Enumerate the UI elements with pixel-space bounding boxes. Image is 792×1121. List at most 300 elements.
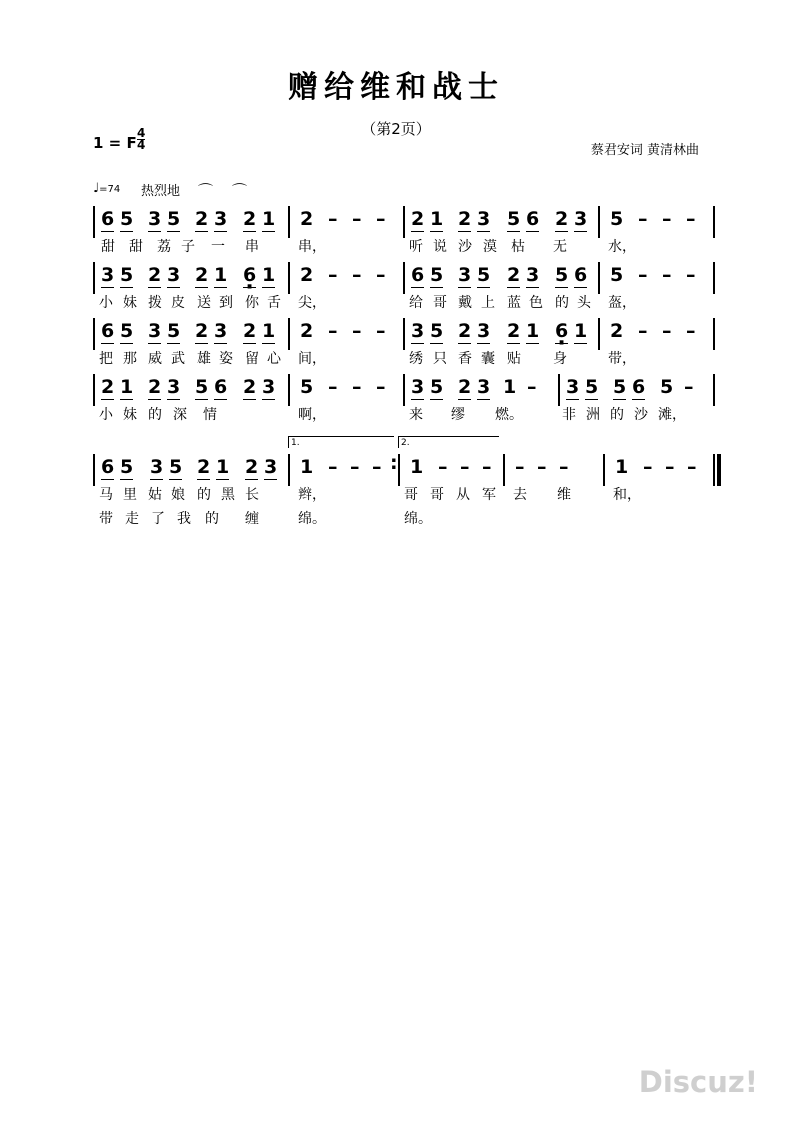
barline	[288, 206, 290, 238]
measure	[603, 452, 713, 506]
note: 6	[101, 320, 115, 342]
note: 2	[243, 376, 257, 398]
barline	[403, 262, 405, 294]
note: 2	[195, 208, 209, 230]
note: 5	[613, 376, 627, 398]
measure	[503, 452, 603, 506]
lyric-syllable: 我	[177, 511, 191, 527]
note-extender-dash: –	[527, 376, 537, 398]
barline	[288, 454, 290, 486]
note-extender-dash: –	[684, 376, 694, 398]
note: 3	[167, 264, 181, 286]
lyric-syllable: 威	[148, 351, 162, 367]
staff-row	[93, 372, 713, 426]
page-title: 赠给维和战士	[288, 70, 504, 105]
measure-notes	[598, 260, 713, 290]
note: 5	[585, 376, 599, 398]
note-extender-dash: –	[638, 264, 648, 286]
barline	[93, 206, 95, 238]
measure	[93, 260, 288, 314]
lyric-line-1	[288, 234, 403, 258]
lyric-syllable: 姑	[148, 487, 162, 503]
lyric-syllable: 绵。	[404, 511, 432, 527]
note-extender-dash: –	[376, 320, 386, 342]
measure-notes	[288, 260, 403, 290]
volta-bracket: 2.	[398, 436, 499, 448]
lyric-syllable: 绣	[409, 351, 423, 367]
measure	[398, 438, 503, 527]
note: 1	[503, 376, 517, 398]
note: 3	[148, 208, 162, 230]
lyric-syllable: 非	[562, 407, 576, 423]
lyric-line-1	[598, 234, 713, 258]
staff-row	[93, 316, 713, 370]
lyric-syllable: 妹	[123, 295, 137, 311]
lyric-line-2	[288, 506, 398, 530]
note: 2	[243, 320, 257, 342]
measure-notes	[403, 372, 558, 402]
note: 5	[120, 208, 134, 230]
note-extender-dash: –	[687, 456, 697, 478]
note: 2	[458, 376, 472, 398]
lyric-syllable: 维	[557, 487, 571, 503]
note: 5	[430, 320, 444, 342]
note-extender-dash: –	[328, 456, 338, 478]
measure-notes	[398, 452, 503, 482]
note: 3	[262, 376, 276, 398]
measure-notes	[93, 316, 288, 346]
lyric-syllable: 的	[205, 511, 219, 527]
lyric-line-1	[558, 402, 713, 426]
note: 5	[610, 208, 624, 230]
lyric-syllable: 来	[409, 407, 423, 423]
note: 1	[262, 208, 276, 230]
lyric-syllable: 说	[433, 239, 447, 255]
lyric-syllable: 戴	[458, 295, 472, 311]
time-signature	[137, 128, 145, 151]
note-extender-dash: –	[438, 456, 448, 478]
note: 3	[264, 456, 278, 478]
lyric-syllable: 听	[409, 239, 423, 255]
note: 3	[477, 208, 491, 230]
note-extender-dash: –	[352, 264, 362, 286]
note: 5	[120, 320, 134, 342]
barline	[713, 318, 715, 350]
measure	[403, 372, 558, 426]
note: 2	[245, 456, 259, 478]
staff-row	[93, 204, 713, 258]
note: 5	[430, 376, 444, 398]
lyric-line-1	[403, 290, 598, 314]
note: 5	[167, 208, 181, 230]
measure-notes	[403, 204, 598, 234]
note: 3	[214, 208, 228, 230]
note: 2	[300, 264, 314, 286]
measure	[288, 438, 398, 527]
note: 5	[555, 264, 569, 286]
lyric-syllable: 军	[482, 487, 496, 503]
measure	[403, 260, 598, 314]
note: 2	[610, 320, 624, 342]
lyric-syllable: 串	[245, 239, 259, 255]
key-signature: 1 = F	[93, 134, 137, 152]
note-extender-dash: –	[328, 376, 338, 398]
lyric-syllable: 去	[513, 487, 527, 503]
tempo-marking	[93, 181, 120, 196]
note: 1	[214, 264, 228, 286]
measure	[288, 204, 403, 258]
note: 2	[243, 208, 257, 230]
measure-notes	[558, 372, 713, 402]
lyric-syllable: 的	[555, 295, 569, 311]
barline	[603, 454, 605, 486]
lyric-line-1	[93, 346, 288, 370]
barline	[598, 318, 600, 350]
lyricist-composer-credit: 蔡君安词 黄清林曲	[590, 143, 699, 158]
note: 3	[101, 264, 115, 286]
barline	[503, 454, 505, 486]
measure	[93, 316, 288, 370]
lyric-syllable: 绵。	[298, 511, 326, 527]
note-extender-dash: –	[662, 264, 672, 286]
note-extender-dash: –	[372, 456, 382, 478]
barline	[598, 206, 600, 238]
note: 1	[430, 208, 444, 230]
note: 3	[411, 376, 425, 398]
lyric-syllable: 哥	[430, 487, 444, 503]
note: 5	[507, 208, 521, 230]
note: 6	[632, 376, 646, 398]
note: 2	[300, 208, 314, 230]
measure-notes	[403, 260, 598, 290]
note: 2	[197, 456, 211, 478]
lyric-syllable: 无	[553, 239, 567, 255]
barline	[288, 262, 290, 294]
note-extender-dash: –	[662, 208, 672, 230]
note: 1	[526, 320, 540, 342]
measure-notes	[503, 452, 603, 482]
note: 5	[169, 456, 183, 478]
lyric-syllable: 洲	[586, 407, 600, 423]
measure	[288, 316, 403, 370]
repeat-dots: :	[390, 452, 398, 474]
watermark: Discuz!	[638, 1065, 758, 1099]
note: 2	[148, 376, 162, 398]
note: 3	[214, 320, 228, 342]
lyric-syllable: 只	[433, 351, 447, 367]
lyric-syllable: 和，	[613, 487, 641, 503]
barline	[558, 374, 560, 406]
note: 1	[120, 376, 134, 398]
note: 5	[610, 264, 624, 286]
lyric-syllable: 哥	[433, 295, 447, 311]
lyric-syllable: 心	[267, 351, 281, 367]
lyric-syllable: 漠	[483, 239, 497, 255]
barline	[93, 374, 95, 406]
lyric-syllable: 雄	[197, 351, 211, 367]
lyric-syllable: 哥	[404, 487, 418, 503]
lyric-syllable: 走	[125, 511, 139, 527]
lyric-syllable: 一	[211, 239, 225, 255]
lyric-line-1	[93, 402, 288, 426]
note: 3	[526, 264, 540, 286]
lyric-line-2	[398, 506, 503, 530]
lyric-syllable: 娘	[171, 487, 185, 503]
time-signature-denominator: 4	[137, 138, 146, 152]
lyric-syllable: 姿	[219, 351, 233, 367]
barline	[93, 318, 95, 350]
lyric-syllable: 情	[203, 407, 217, 423]
note-extender-dash: –	[352, 320, 362, 342]
note: 2	[507, 264, 521, 286]
lyric-syllable: 送	[197, 295, 211, 311]
measure-notes	[288, 452, 398, 482]
lyric-syllable: 留	[245, 351, 259, 367]
note: 1	[216, 456, 230, 478]
note: 1	[262, 320, 276, 342]
lyric-syllable: 滩，	[658, 407, 686, 423]
note: 1	[410, 456, 424, 478]
note: 5	[477, 264, 491, 286]
note: 3	[458, 264, 472, 286]
note: 1	[574, 320, 588, 342]
note: 2	[411, 208, 425, 230]
lyric-syllable: 啊，	[298, 407, 326, 423]
note-extender-dash: –	[643, 456, 653, 478]
barline	[288, 374, 290, 406]
lyric-syllable: 的	[610, 407, 624, 423]
lyric-line-1	[93, 234, 288, 258]
lyric-line-1	[603, 482, 713, 506]
lyric-syllable: 的	[148, 407, 162, 423]
lyric-syllable: 沙	[458, 239, 472, 255]
lyric-syllable: 小	[99, 407, 113, 423]
note: 3	[411, 320, 425, 342]
lyric-syllable: 黑	[221, 487, 235, 503]
lyric-line-1	[93, 290, 288, 314]
lyric-syllable: 水，	[608, 239, 636, 255]
slur-icon: ⌒	[232, 182, 248, 200]
note-extender-dash: –	[350, 456, 360, 478]
note: 5	[167, 320, 181, 342]
time-signature-numerator: 4	[137, 126, 146, 140]
note: 6	[411, 264, 425, 286]
lyric-syllable: 从	[456, 487, 470, 503]
note: 3	[477, 376, 491, 398]
lyric-line-1	[503, 482, 603, 506]
barline	[403, 206, 405, 238]
barline	[93, 454, 95, 486]
note: 6	[214, 376, 228, 398]
lyric-line-2	[93, 506, 288, 530]
note: 6	[574, 264, 588, 286]
tempo-value: =74	[99, 184, 121, 195]
note: 6	[101, 208, 115, 230]
note: 5	[195, 376, 209, 398]
lyric-syllable: 深	[173, 407, 187, 423]
note: 5	[660, 376, 674, 398]
note: 6	[526, 208, 540, 230]
lyric-line-1	[398, 482, 503, 506]
note: 2	[101, 376, 115, 398]
note: 2	[555, 208, 569, 230]
note: 1	[615, 456, 629, 478]
volta-bracket: 1.	[288, 436, 394, 448]
note: 2	[458, 208, 472, 230]
measure	[288, 260, 403, 314]
measure-notes	[288, 372, 403, 402]
lyric-syllable: 马	[99, 487, 113, 503]
lyric-line-1	[288, 290, 403, 314]
measure-notes	[93, 260, 288, 290]
quarter-note-icon: ♩	[93, 181, 100, 196]
lyric-line-1	[288, 482, 398, 506]
measure-notes	[598, 204, 713, 234]
lyric-syllable: 缠	[245, 511, 259, 527]
note-extender-dash: –	[376, 264, 386, 286]
lyric-syllable: 身	[553, 351, 567, 367]
measure	[93, 204, 288, 258]
measure-notes	[603, 452, 713, 482]
barline	[288, 318, 290, 350]
barline	[713, 262, 715, 294]
lyric-syllable: 甜	[101, 239, 115, 255]
note-extender-dash: –	[352, 376, 362, 398]
lyric-line-1	[403, 346, 598, 370]
measure-notes	[403, 316, 598, 346]
note-extender-dash: –	[328, 264, 338, 286]
measure	[598, 260, 713, 314]
lyric-syllable: 武	[171, 351, 185, 367]
lyric-syllable: 尖，	[298, 295, 326, 311]
lyric-syllable: 间，	[298, 351, 326, 367]
note-extender-dash: –	[665, 456, 675, 478]
note: 6	[101, 456, 115, 478]
measure-notes	[93, 204, 288, 234]
measure	[558, 372, 713, 426]
lyric-syllable: 到	[219, 295, 233, 311]
lyric-syllable: 子	[181, 239, 195, 255]
note: 2	[458, 320, 472, 342]
lyric-syllable: 你	[245, 295, 259, 311]
lyric-syllable: 囊	[481, 351, 495, 367]
lyric-syllable: 甜	[129, 239, 143, 255]
note: 3	[574, 208, 588, 230]
barline	[713, 206, 715, 238]
lyric-line-1	[288, 402, 403, 426]
barline	[713, 374, 715, 406]
lyric-syllable: 那	[123, 351, 137, 367]
note-extender-dash: –	[376, 208, 386, 230]
lyric-syllable: 了	[151, 511, 165, 527]
lyric-syllable: 把	[99, 351, 113, 367]
lyric-syllable: 串，	[298, 239, 326, 255]
note: 1	[262, 264, 276, 286]
barline	[598, 262, 600, 294]
note-extender-dash: –	[328, 208, 338, 230]
lyric-syllable: 枯	[511, 239, 525, 255]
lyric-syllable: 皮	[171, 295, 185, 311]
lyric-syllable: 头	[577, 295, 591, 311]
measure	[93, 372, 288, 426]
lyric-syllable: 长	[245, 487, 259, 503]
measure	[288, 372, 403, 426]
note: 2	[507, 320, 521, 342]
note: 5	[120, 456, 134, 478]
lyric-syllable: 小	[99, 295, 113, 311]
note-extender-dash: –	[559, 456, 569, 478]
measure-notes	[598, 316, 713, 346]
note: 2	[148, 264, 162, 286]
note-extender-dash: –	[638, 320, 648, 342]
slur-icon: ⌒	[198, 182, 214, 200]
lyric-syllable: 辫，	[298, 487, 326, 503]
note: 5	[300, 376, 314, 398]
note: 5	[120, 264, 134, 286]
lyric-syllable: 荔	[157, 239, 171, 255]
measure	[93, 452, 288, 527]
measure-notes	[93, 452, 288, 482]
note: 2	[300, 320, 314, 342]
lyric-syllable: 沙	[634, 407, 648, 423]
note: 2	[195, 320, 209, 342]
barline	[93, 262, 95, 294]
lyric-line-1	[288, 346, 403, 370]
measure	[403, 316, 598, 370]
note-extender-dash: –	[515, 456, 525, 478]
note-extender-dash: –	[537, 456, 547, 478]
lyric-syllable: 蓝	[507, 295, 521, 311]
lyric-syllable: 妹	[123, 407, 137, 423]
lyric-syllable: 带，	[608, 351, 636, 367]
note: 6 ·	[555, 320, 568, 344]
measure-notes	[93, 372, 288, 402]
lyric-line-1	[403, 234, 598, 258]
measure	[598, 204, 713, 258]
note-extender-dash: –	[460, 456, 470, 478]
lyric-line-1	[598, 290, 713, 314]
note: 3	[566, 376, 580, 398]
note-extender-dash: –	[686, 264, 696, 286]
lyric-syllable: 舌	[267, 295, 281, 311]
page-subtitle: （第2页）	[361, 120, 431, 138]
lyric-line-1	[598, 346, 713, 370]
lyric-line-1	[403, 402, 558, 426]
lyric-line-1	[93, 482, 288, 506]
lyric-syllable: 带	[99, 511, 113, 527]
staff-row	[93, 438, 713, 527]
measure	[403, 204, 598, 258]
barline	[398, 454, 400, 486]
lyric-syllable: 香	[458, 351, 472, 367]
note: 6 ·	[243, 264, 256, 288]
lyric-syllable: 缪	[451, 407, 465, 423]
lyric-syllable: 贴	[507, 351, 521, 367]
note: 3	[477, 320, 491, 342]
note-extender-dash: –	[686, 208, 696, 230]
barline	[403, 374, 405, 406]
note-extender-dash: –	[686, 320, 696, 342]
note-extender-dash: –	[352, 208, 362, 230]
note-extender-dash: –	[376, 376, 386, 398]
expression-marking: 热烈地	[141, 184, 181, 199]
note: 3	[150, 456, 164, 478]
note: 5	[430, 264, 444, 286]
note: 2	[195, 264, 209, 286]
measure-notes	[288, 316, 403, 346]
lyric-syllable: 上	[481, 295, 495, 311]
lyric-syllable: 里	[123, 487, 137, 503]
